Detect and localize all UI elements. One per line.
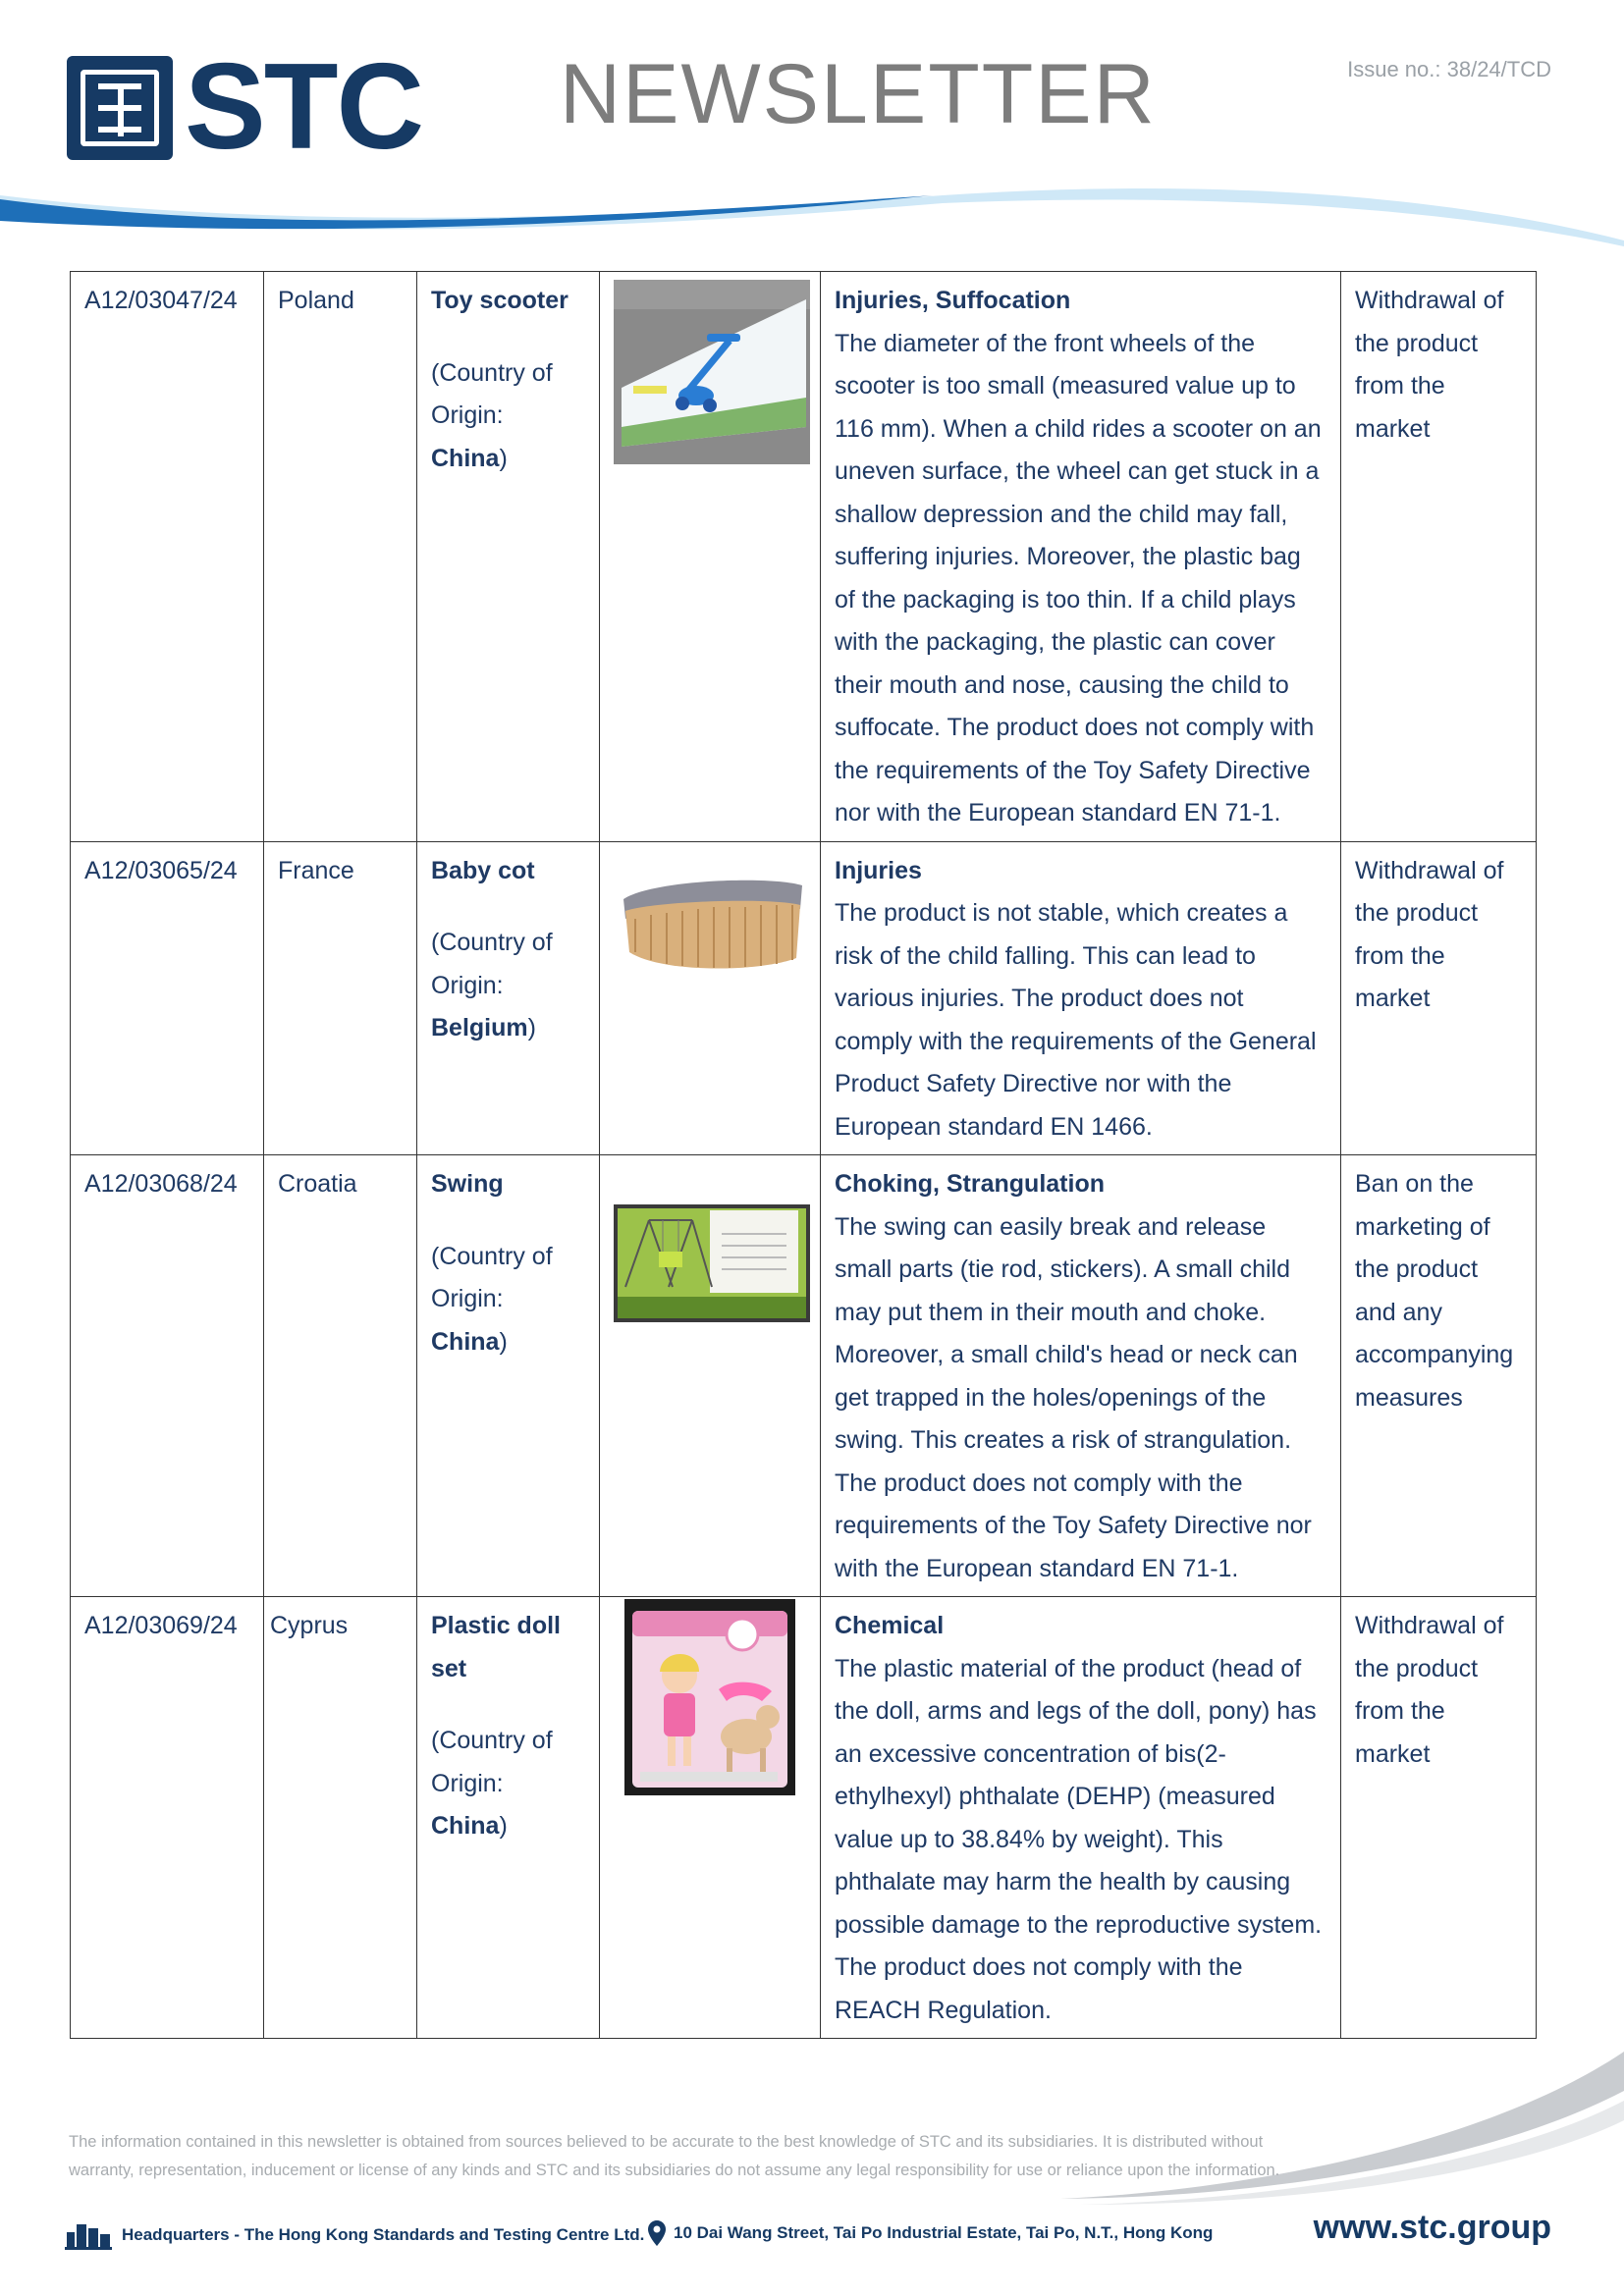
table-row: [71, 272, 1537, 842]
table-row: [71, 1597, 1537, 2039]
risk-title: Choking, Strangulation: [835, 1170, 1105, 1198]
notifying-country: France: [264, 841, 417, 1155]
product-cell: [417, 841, 600, 1155]
origin-prefix: (Country of Origin:: [431, 1727, 553, 1797]
product-cell: [417, 272, 600, 842]
baby-cot-photo-icon: [614, 850, 810, 988]
product-image-cell: [600, 841, 821, 1155]
address-info: [648, 2220, 1213, 2246]
origin-suffix: ): [499, 444, 508, 472]
origin-prefix: (Country of Origin:: [431, 358, 553, 429]
reference-number: A12/03069/24: [71, 1597, 264, 2039]
website-link[interactable]: www.stc.group: [1313, 2209, 1551, 2246]
stc-logo: [67, 39, 460, 175]
product-cell: [417, 1155, 600, 1597]
product-image-cell: [600, 1597, 821, 2039]
risk-title: Chemical: [835, 1612, 945, 1639]
risk-title: Injuries: [835, 856, 922, 884]
rapex-alert-table: [70, 271, 1537, 2039]
issue-number: Issue no.: 38/24/TCD: [1347, 57, 1551, 81]
product-name: Baby cot: [431, 856, 535, 884]
table-row: [71, 841, 1537, 1155]
newsletter-title: NEWSLETTER: [560, 47, 1157, 141]
risk-cell: [821, 272, 1341, 842]
header-swoosh-icon: [0, 182, 1624, 260]
origin-suffix: ): [499, 1812, 508, 1840]
swing-photo-icon: [614, 1204, 810, 1322]
origin-country: China: [431, 1327, 500, 1356]
product-name: Plastic doll set: [431, 1612, 561, 1682]
headquarters-text: Headquarters - The Hong Kong Standards and Testing Centre Ltd.: [122, 2225, 645, 2244]
risk-description: The plastic material of the product (head of the doll, arms and legs of the doll, pony) has an excessive concentration of bis(2-ethylhexyl) phthalate (DEHP) (measured value up to 38.84% by weight). This phthalate may harm the health by causing possible damage to the reproductive system. The product does not comply with the REACH Regulation.: [835, 1654, 1323, 2024]
origin-suffix: ): [527, 1014, 536, 1041]
product-image-cell: [600, 1155, 821, 1597]
measure-taken: Withdrawal of the product from the market: [1341, 1597, 1537, 2039]
notifying-country: Cyprus: [264, 1597, 417, 2039]
risk-cell: [821, 841, 1341, 1155]
origin-prefix: (Country of Origin:: [431, 1242, 553, 1312]
origin-country: Belgium: [431, 1014, 528, 1041]
risk-description: The diameter of the front wheels of the scooter is too small (measured value up to 116 mm). When a child rides a scooter on an uneven surface, the wheel can get stuck in a shallow depression and the child may fall, suffering injuries. Moreover, the plastic bag of the packaging is too thin. If a child plays with the packaging, the plastic can cover their mouth and nose, causing the child to suffocate. The product does not comply with the requirements of the Toy Safety Directive nor with the European standard EN 71-1.: [835, 329, 1322, 827]
building-icon: [65, 2220, 112, 2250]
location-pin-icon: [648, 2220, 666, 2246]
measure-taken: Ban on the marketing of the product and any accompanying measures: [1341, 1155, 1537, 1597]
toy-scooter-photo-icon: [614, 280, 810, 464]
disclaimer-text: The information contained in this newsletter is obtained from sources believed to be accurate to the best knowledge of STC and its subsidiaries. It is distributed without warranty, representation, inducement or license of any kinds and STC and its subsidiaries do not assume any legal responsibility for use or reliance upon the information.: [69, 2133, 1280, 2179]
reference-number: A12/03068/24: [71, 1155, 264, 1597]
product-image-cell: [600, 272, 821, 842]
product-name: Toy scooter: [431, 287, 568, 314]
origin-country: China: [431, 444, 500, 472]
risk-description: The swing can easily break and release small parts (tie rod, stickers). A small child may put them in their mouth and choke. Moreover, a small child's head or neck can get trapped in the holes/openings of the swing. This creates a risk of strangulation. The product does not comply with the requirements of the Toy Safety Directive nor with the European standard EN 71-1.: [835, 1212, 1312, 1582]
stc-logo-mark-icon: [67, 56, 173, 160]
table-row: [71, 1155, 1537, 1597]
product-cell: [417, 1597, 600, 2039]
measure-taken: Withdrawal of the product from the market: [1341, 272, 1537, 842]
measure-taken: Withdrawal of the product from the market: [1341, 841, 1537, 1155]
risk-description: The product is not stable, which creates a risk of the child falling. This can lead to various injuries. The product does not comply with the requirements of the General Product Safety Directive nor with the European standard EN 1466.: [835, 899, 1317, 1141]
origin-prefix: (Country of Origin:: [431, 929, 553, 999]
notifying-country: Poland: [264, 272, 417, 842]
origin-country: China: [431, 1812, 500, 1840]
notifying-country: Croatia: [264, 1155, 417, 1597]
origin-suffix: ): [499, 1327, 508, 1356]
reference-number: A12/03047/24: [71, 272, 264, 842]
address-text: 10 Dai Wang Street, Tai Po Industrial Estate, Tai Po, N.T., Hong Kong: [674, 2223, 1214, 2242]
plastic-doll-set-photo-icon: [624, 1599, 795, 1795]
product-name: Swing: [431, 1170, 504, 1198]
risk-cell: [821, 1597, 1341, 2039]
reference-number: A12/03065/24: [71, 841, 264, 1155]
risk-cell: [821, 1155, 1341, 1597]
headquarters-info: [65, 2220, 644, 2250]
risk-title: Injuries, Suffocation: [835, 287, 1071, 314]
logo-text: STC: [185, 39, 422, 175]
